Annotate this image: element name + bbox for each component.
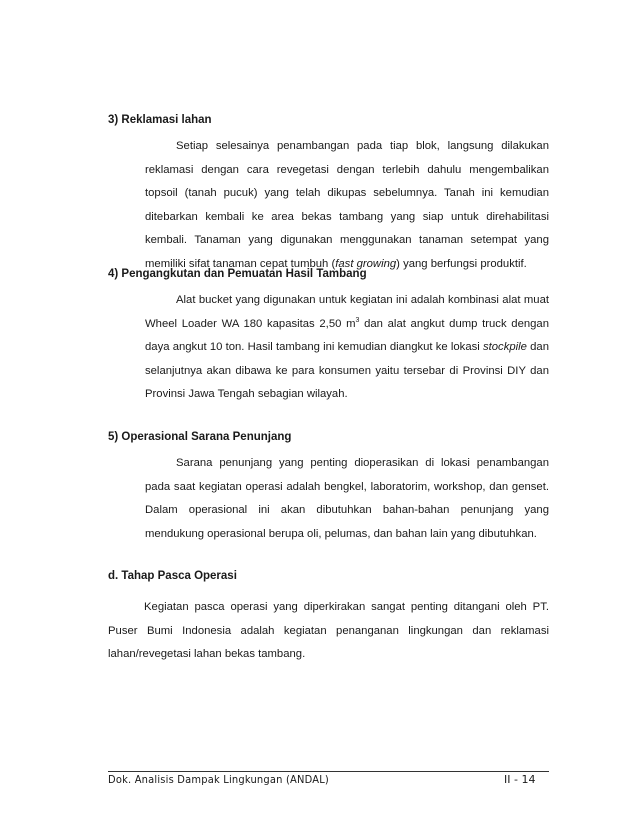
section-3-text-b: ) yang berfungsi produktif. xyxy=(396,257,527,270)
section-5-text: Sarana penunjang yang penting dioperasikan di lokasi penambangan pada saat kegiatan operasi adalah bengkel, laboratorim, workshop, dan genset. Dalam operasional ini akan dibutuhkan bahan-bahan penunjang yang mendukung operasional berupa oli, pelumas, dan bahan lain yang dibutuhkan. xyxy=(145,457,549,540)
footer-page-number: II - 14 xyxy=(504,773,536,786)
section-3-term-fast-growing: fast growing xyxy=(335,257,397,270)
footer-divider xyxy=(108,771,549,772)
footer-document-title: Dok. Analisis Dampak Lingkungan (ANDAL) xyxy=(108,773,329,786)
section-4-heading: 4) Pengangkutan dan Pemuatan Hasil Tambang xyxy=(108,268,367,280)
section-4-paragraph xyxy=(145,289,549,407)
section-d-text: Kegiatan pasca operasi yang diperkirakan sangat penting ditangani oleh PT. Puser Bumi Indonesia adalah kegiatan penanganan lingkungan dan reklamasi lahan/revegetasi lahan bekas tambang. xyxy=(108,601,549,661)
section-3-heading: 3) Reklamasi lahan xyxy=(108,114,212,126)
section-d-heading: d. Tahap Pasca Operasi xyxy=(108,570,237,582)
section-3-paragraph xyxy=(145,135,549,277)
section-d-paragraph xyxy=(108,596,549,667)
section-4-text-a: Alat bucket yang digunakan untuk kegiatan ini adalah kombinasi alat muat Wheel Loader WA 180 kapasitas 2,50 m xyxy=(145,294,549,330)
section-5-paragraph xyxy=(145,452,549,546)
section-5-heading: 5) Operasional Sarana Penunjang xyxy=(108,431,292,443)
unit-superscript: 3 xyxy=(355,316,360,324)
section-4-text-b: dan alat angkut dump truck dengan daya angkut 10 ton. Hasil tambang ini kemudian diangkut ke lokasi xyxy=(145,317,549,354)
section-3-text-a: Setiap selesainya penambangan pada tiap blok, langsung dilakukan reklamasi dengan cara revegetasi dengan terlebih dahulu mengembalikan topsoil (tanah pucuk) yang telah dikupas sebelumnya. Tanah ini kemudian ditebarkan kembali ke area bekas tambang yang siap untuk direhabilitasi kembali. Tanaman yang digunakan menggunakan tanaman setempat yang memiliki sifat tanaman cepat tumbuh ( xyxy=(145,140,549,270)
section-4-term-stockpile: stockpile xyxy=(482,341,527,354)
section-4-text-c: dan selanjutnya akan dibawa ke para konsumen yaitu tersebar di Provinsi DIY dan Provinsi Jawa Tengah sebagian wilayah. xyxy=(145,341,549,401)
